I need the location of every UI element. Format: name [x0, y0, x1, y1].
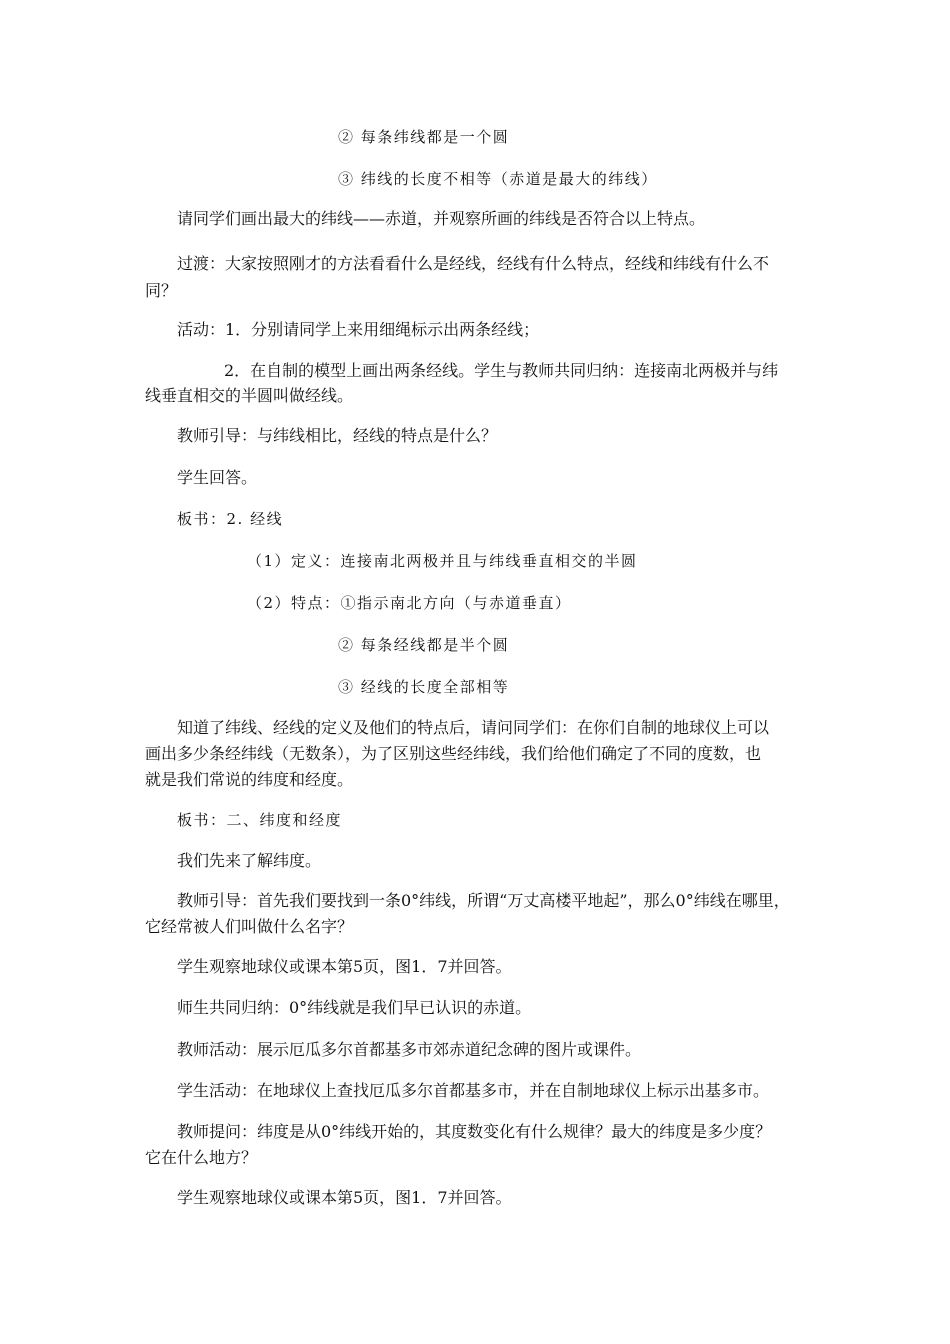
text-line: 2．在自制的模型上画出两条经线。学生与教师共同归纳：连接南北两极并与纬 [224, 361, 779, 380]
text-line: ② 每条经线都是半个圆 [338, 636, 510, 654]
text-line: 我们先来了解纬度。 [177, 851, 322, 870]
text-line: 活动：1．分别请同学上来用细绳标示出两条经线； [177, 320, 540, 339]
text-line: （2）特点：①指示南北方向（与赤道垂直） [247, 594, 572, 612]
text-line: ③ 经线的长度全部相等 [338, 678, 510, 696]
text-line: 板书：2. 经线 [177, 510, 284, 528]
text-line: 学生观察地球仪或课本第5页，图1．7并回答。 [177, 957, 512, 976]
text-line: 它经常被人们叫做什么名字？ [145, 917, 354, 936]
text-line: 画出多少条经纬线（无数条），为了区别这些经纬线，我们给他们确定了不同的度数，也 [145, 744, 762, 763]
text-line: 学生回答。 [177, 468, 258, 487]
text-line: 同？ [145, 281, 178, 300]
text-line: ③ 纬线的长度不相等（赤道是最大的纬线） [338, 170, 658, 188]
text-line: 就是我们常说的纬度和经度。 [145, 770, 354, 789]
text-line: 知道了纬线、经线的定义及他们的特点后，请问同学们：在你们自制的地球仪上可以 [177, 718, 770, 737]
text-line: 学生活动：在地球仪上查找厄瓜多尔首都基多市，并在自制地球仪上标示出基多市。 [177, 1081, 770, 1100]
text-line: 它在什么地方？ [145, 1148, 258, 1167]
text-line: （1）定义：连接南北两极并且与纬线垂直相交的半圆 [247, 552, 638, 570]
text-line: 学生观察地球仪或课本第5页，图1．7并回答。 [177, 1188, 512, 1207]
text-line: 请同学们画出最大的纬线——赤道，并观察所画的纬线是否符合以上特点。 [177, 209, 706, 228]
text-line: 板书：二、纬度和经度 [177, 811, 343, 829]
text-line: ② 每条纬线都是一个圆 [338, 128, 510, 146]
text-line: 教师提问：纬度是从0°纬线开始的，其度数变化有什么规律？最大的纬度是多少度？ [177, 1122, 772, 1141]
text-line: 教师引导：首先我们要找到一条0°纬线，所谓“万丈高楼平地起”，那么0°纬线在哪里， [177, 891, 790, 910]
text-line: 教师活动：展示厄瓜多尔首都基多市郊赤道纪念碑的图片或课件。 [177, 1040, 642, 1059]
text-line: 教师引导：与纬线相比，经线的特点是什么？ [177, 426, 498, 445]
text-line: 师生共同归纳：0°纬线就是我们早已认识的赤道。 [177, 998, 532, 1017]
text-line: 线垂直相交的半圆叫做经线。 [145, 386, 354, 405]
text-line: 过渡：大家按照刚才的方法看看什么是经线，经线有什么特点，经线和纬线有什么不 [177, 254, 770, 273]
